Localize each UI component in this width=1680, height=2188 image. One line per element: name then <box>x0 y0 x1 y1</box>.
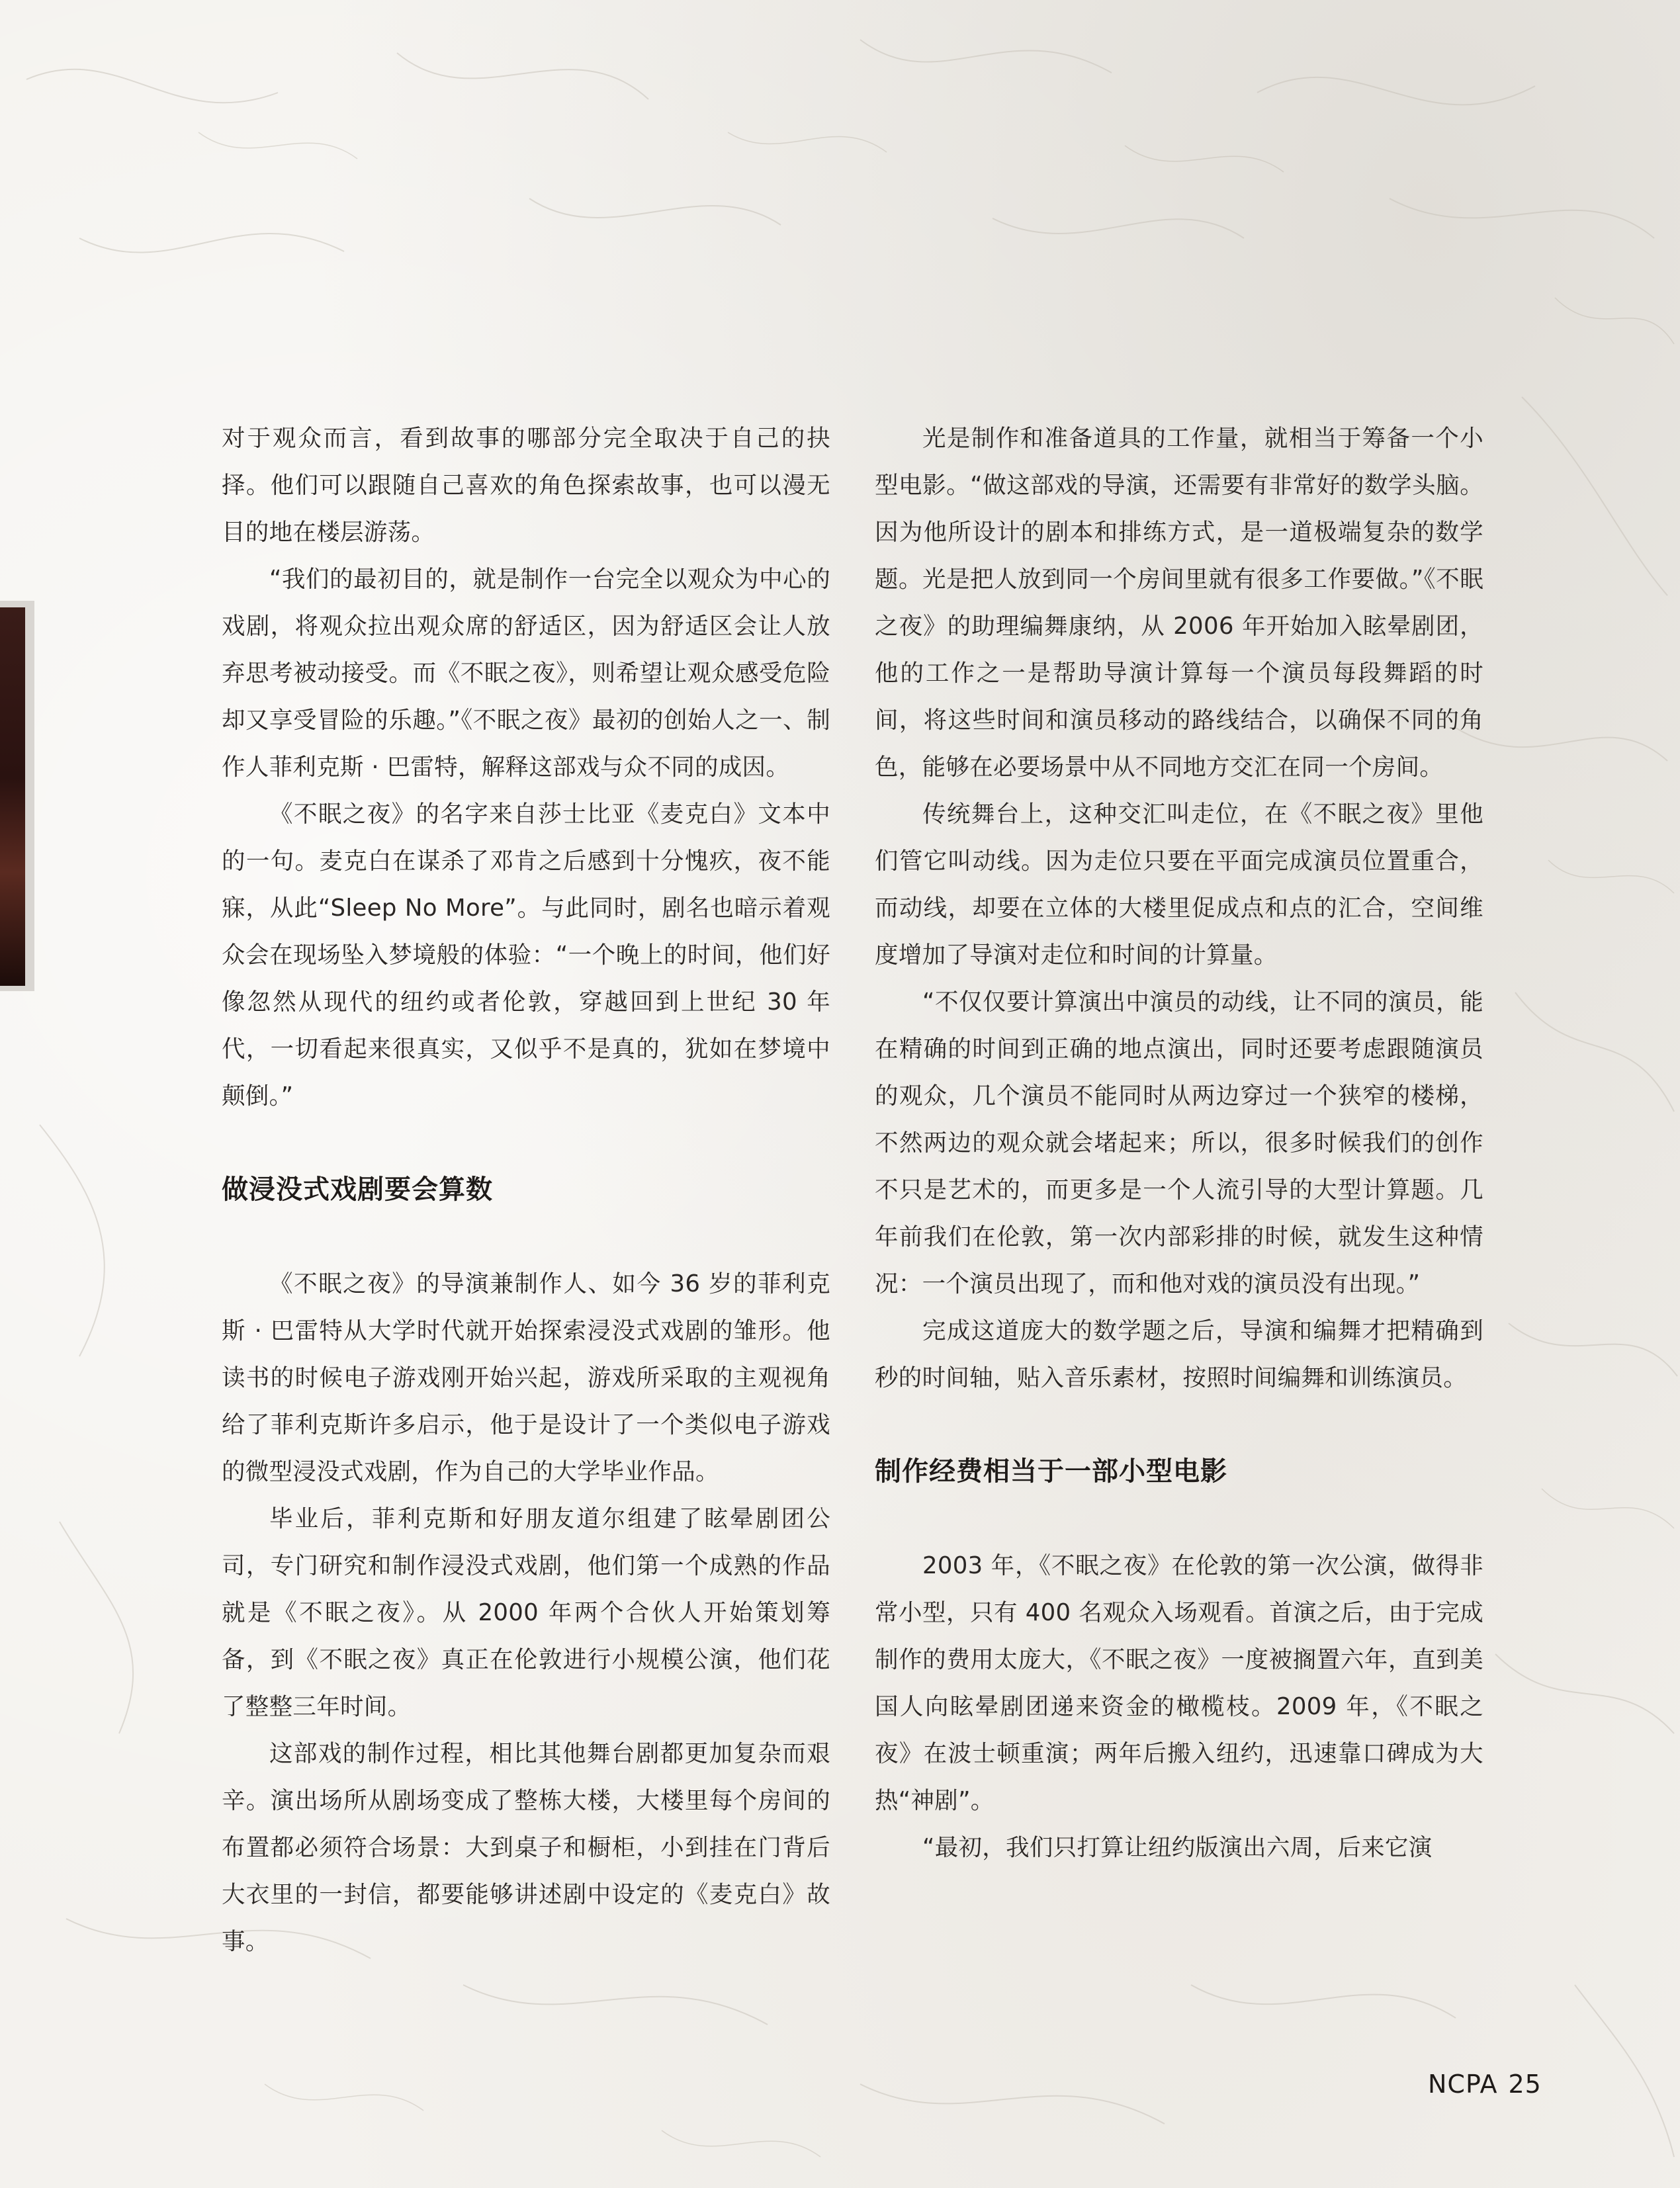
page-number: 25 <box>1508 2070 1542 2099</box>
paragraph: 2003 年，《不眠之夜》在伦敦的第一次公演，做得非常小型，只有 400 名观众入场观看。首演之后，由于完成制作的费用太庞大，《不眠之夜》一度被搁置六年，直到美国人向眩晕剧团递来资金的橄榄枝。2009 年，《不眠之夜》在波士顿重演；两年后搬入纽约，迅速靠口碑成为大热“神剧”。 <box>875 1552 1483 1814</box>
photo-edge <box>0 607 25 986</box>
right-column <box>875 415 1483 1871</box>
paragraph: 毕业后，菲利克斯和好朋友道尔组建了眩晕剧团公司，专门研究和制作浸没式戏剧，他们第一个成熟的作品就是《不眠之夜》。从 2000 年两个合伙人开始策划筹备，到《不眠之夜》真正在伦敦进行小规模公演，他们花了整整三年时间。 <box>222 1505 830 1720</box>
section-heading: 做浸没式戏剧要会算数 <box>222 1174 493 1205</box>
paragraph: 完成这道庞大的数学题之后，导演和编舞才把精确到秒的时间轴，贴入音乐素材，按照时间编舞和训练演员。 <box>875 1317 1483 1391</box>
paragraph: 光是制作和准备道具的工作量，就相当于筹备一个小型电影。“做这部戏的导演，还需要有非常好的数学头脑。因为他所设计的剧本和排练方式，是一道极端复杂的数学题。光是把人放到同一个房间里就有很多工作要做。”《不眠之夜》的助理编舞康纳，从 2006 年开始加入眩晕剧团，他的工作之一是帮助导演计算每一个演员每段舞蹈的时间，将这些时间和演员移动的路线结合，以确保不同的角色，能够在必要场景中从不同地方交汇在同一个房间。 <box>875 425 1483 781</box>
paragraph: 这部戏的制作过程，相比其他舞台剧都更加复杂而艰辛。演出场所从剧场变成了整栋大楼，大楼里每个房间的布置都必须符合场景：大到桌子和橱柜，小到挂在门背后大衣里的一封信，都要能够讲述剧中设定的《麦克白》故事。 <box>222 1740 830 1955</box>
left-column <box>222 415 830 1965</box>
paragraph: 传统舞台上，这种交汇叫走位，在《不眠之夜》里他们管它叫动线。因为走位只要在平面完成演员位置重合，而动线，却要在立体的大楼里促成点和点的汇合，空间维度增加了导演对走位和时间的计算量。 <box>875 801 1483 969</box>
paragraph: 对于观众而言，看到故事的哪部分完全取决于自己的抉择。他们可以跟随自己喜欢的角色探索故事，也可以漫无目的地在楼层游荡。 <box>222 425 830 546</box>
paragraph: 《不眠之夜》的导演兼制作人、如今 36 岁的菲利克斯 · 巴雷特从大学时代就开始探索浸没式戏剧的雏形。他读书的时候电子游戏刚开始兴起，游戏所采取的主观视角给了菲利克斯许多启示，他于是设计了一个类似电子游戏的微型浸没式戏剧，作为自己的大学毕业作品。 <box>222 1270 830 1485</box>
paragraph: “最初，我们只打算让纽约版演出六周，后来它演 <box>922 1834 1433 1861</box>
paragraph: 《不眠之夜》的名字来自莎士比亚《麦克白》文本中的一句。麦克白在谋杀了邓肯之后感到十分愧疚，夜不能寐，从此“Sleep No More”。与此同时，剧名也暗示着观众会在现场坠入梦境般的体验：“一个晚上的时间，他们好像忽然从现代的纽约或者伦敦，穿越回到上世纪 30 年代，一切看起来很真实，又似乎不是真的，犹如在梦境中颠倒。” <box>222 801 830 1110</box>
page-footer <box>1428 2070 1542 2099</box>
paragraph: “不仅仅要计算演出中演员的动线，让不同的演员，能在精确的时间到正确的地点演出，同时还要考虑跟随演员的观众，几个演员不能同时从两边穿过一个狭窄的楼梯，不然两边的观众就会堵起来；所以，很多时候我们的创作不只是艺术的，而更多是一个人流引导的大型计算题。几年前我们在伦敦，第一次内部彩排的时候，就发生这种情况：一个演员出现了，而和他对戏的演员没有出现。” <box>875 988 1483 1297</box>
magazine-name: NCPA <box>1428 2070 1498 2099</box>
paragraph: “我们的最初目的，就是制作一台完全以观众为中心的戏剧，将观众拉出观众席的舒适区，因为舒适区会让人放弃思考被动接受。而《不眠之夜》，则希望让观众感受危险却又享受冒险的乐趣。”《不眠之夜》最初的创始人之一、制作人菲利克斯 · 巴雷特，解释这部戏与众不同的成因。 <box>222 566 830 781</box>
section-heading: 制作经费相当于一部小型电影 <box>875 1456 1227 1487</box>
